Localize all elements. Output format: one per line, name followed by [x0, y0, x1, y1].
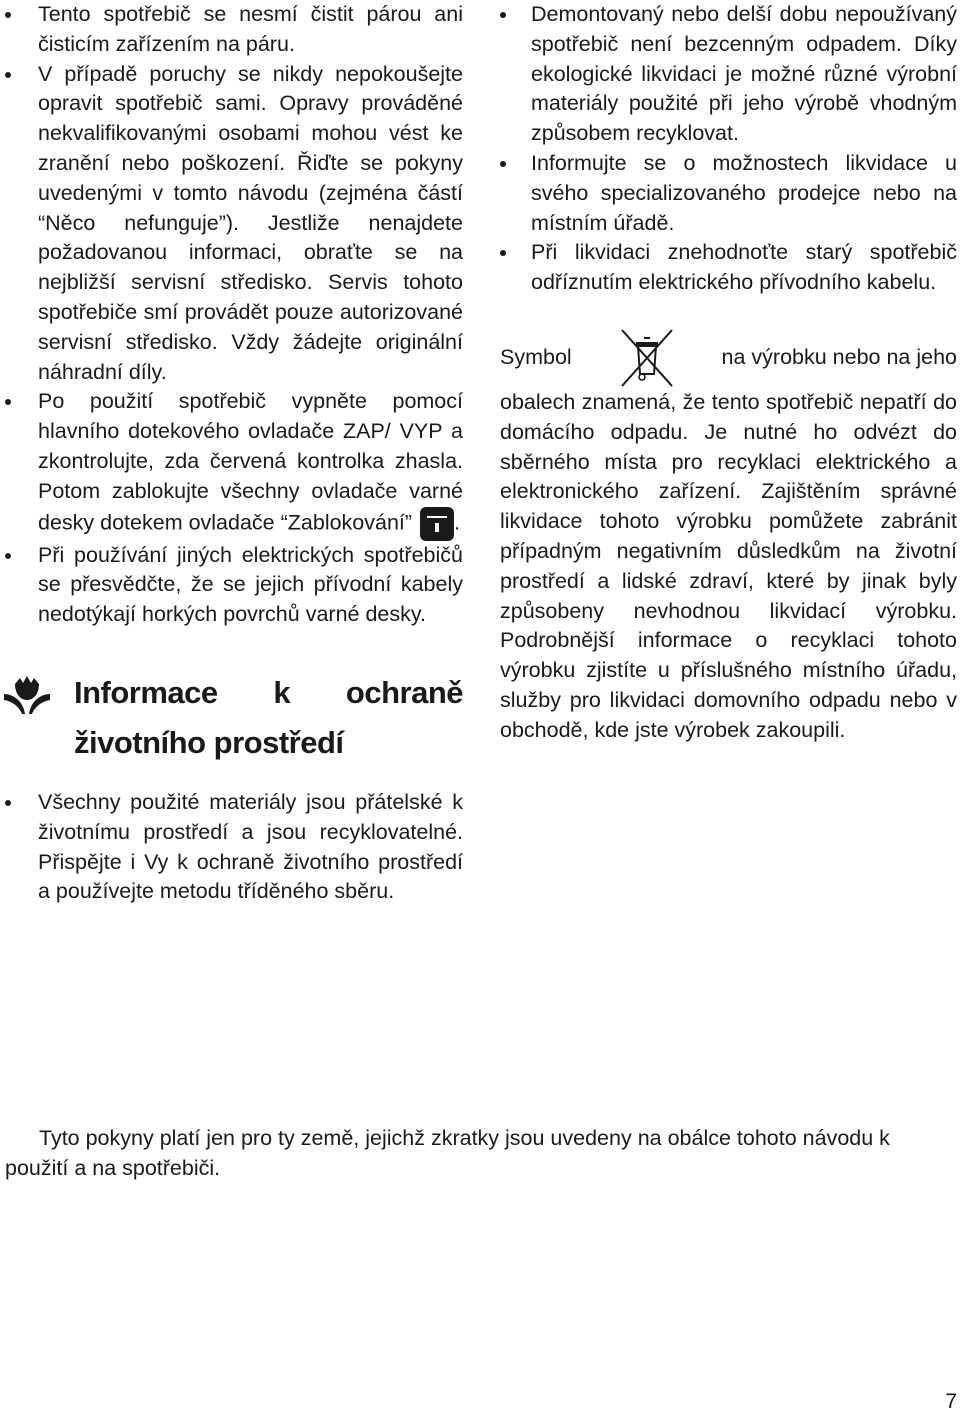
tulip-icon — [2, 672, 52, 716]
list-item — [38, 60, 463, 388]
bullet-text: Demontovaný nebo delší dobu nepoužívaný spotřebič není bezcenným odpadem. Díky ekologické likvidaci je možné různé výrobní materiály použité při jeho výrobě vhodným způsobem recyklovat. — [531, 2, 957, 146]
bullet-text: V případě poruchy se nikdy nepokoušejte opravit spotřebič sami. Opravy prováděné nekvalifikovanými osobami mohou vést ke zranění nebo poškození. Řiďte se pokyny uvedenými v tomto návodu (zejména částí “Něco nefunguje”). Jestliže nenajdete požadovanou informaci, obraťte se na nejbližší servisní středisko. Servis tohoto spotřebiče smí provádět pouze autorizované servisní středisko. Vždy žádejte originální náhradní díly. — [38, 61, 463, 384]
bullet-text: Informujte se o možnostech likvidace u svého specializovaného prodejce nebo na místním úřadě. — [531, 150, 957, 235]
bullet-text: Všechny použité materiály jsou přátelské k životnímu prostředí a jsou recyklovatelné. Přispějte i Vy k ochraně životního prostředí a používejte metodu tříděného sběru. — [38, 789, 463, 904]
list-item — [500, 149, 957, 238]
symbol-word: Symbol — [500, 345, 572, 370]
page-number: 7 — [945, 1390, 957, 1413]
heading-line-2: životního prostředí — [74, 724, 344, 760]
bullet-text: Při používání jiných elektrických spotřebičů se přesvědčte, že se jejich přívodní kabely nedotýkají horkých povrchů varné desky. — [38, 542, 463, 627]
bullet-text: Při likvidaci znehodnoťte starý spotřebič odříznutím elektrického přívodního kabelu. — [531, 240, 957, 295]
weee-text: obalech znamená, že tento spotřebič nepatří do domácího odpadu. Je nutné ho odvézt do sběrného místa pro recyklaci elektrického a elektronického zařízení. Zajištěním správné likvidace tohoto výrobku pomůžete zabránit případným negativním důsledkům na životní prostředí a lidské zdraví, které by jinak byly způsobeny nevhodnou likvidací výrobku. Podrobnější informace o recyklaci tohoto výrobku zjistíte u příslušného místního úřadu, služby pro likvidaci domovního odpadu nebo v obchodě, kde jste výrobek zakoupili. — [500, 389, 957, 742]
crossed-out-wheelie-bin-icon — [618, 328, 676, 388]
right-column — [500, 0, 957, 746]
symbol-line — [500, 328, 957, 388]
heading-line-1: Informace k ochraně — [74, 674, 463, 710]
disposal-bullet-list — [500, 0, 957, 298]
bullet-text: Po použití spotřebič vypněte pomocí hlavního dotekového ovladače ZAP/ VYP a zkontrolujte, zda červená kontrolka zhasla. Potom zablokujte všechny ovladače varné desky dotekem ovladače “Zablokování” — [38, 389, 463, 535]
section-heading — [38, 668, 463, 768]
list-item — [38, 541, 463, 630]
list-item — [38, 0, 463, 60]
left-column — [38, 0, 463, 907]
weee-paragraph — [500, 328, 957, 746]
list-item — [500, 0, 957, 149]
symbol-line-rest: na výrobku nebo na jeho — [721, 345, 957, 370]
country-note: Tyto pokyny platí jen pro ty země, jejichž zkratky jsou uvedeny na obálce tohoto návodu k použití a na spotřebiči. — [5, 1126, 890, 1180]
list-item — [38, 387, 463, 540]
bullet-text: Tento spotřebič se nesmí čistit párou ani čisticím zařízením na páru. — [38, 2, 463, 56]
bullet-text-end: . — [454, 510, 461, 535]
list-item — [500, 238, 957, 298]
list-item — [38, 788, 463, 907]
lock-key-icon — [420, 507, 454, 541]
safety-bullet-list — [38, 0, 463, 630]
environment-bullet-list — [38, 788, 463, 907]
